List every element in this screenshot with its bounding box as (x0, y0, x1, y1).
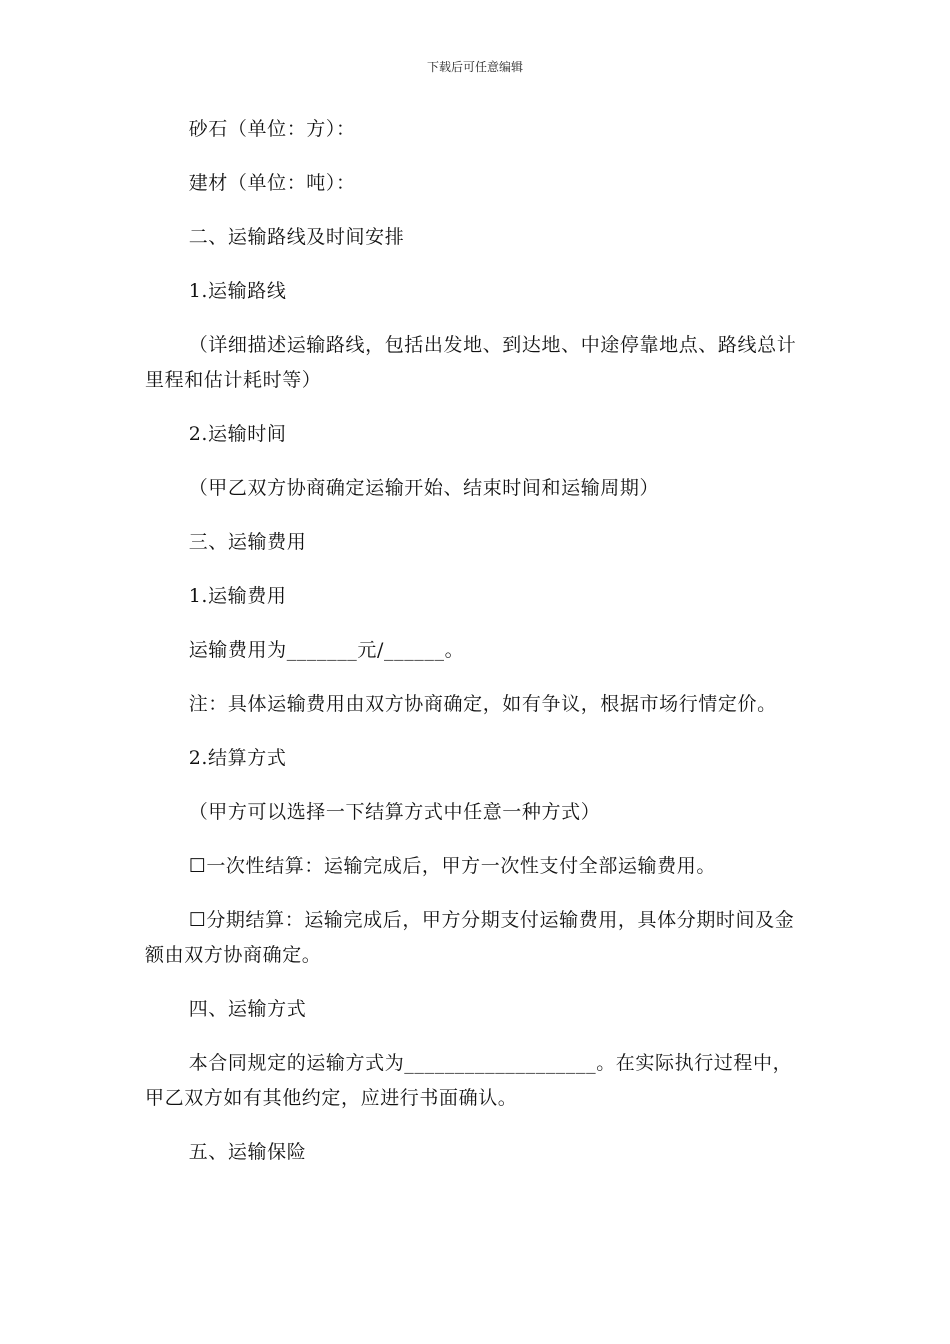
paragraph-time-description: （甲乙双方协商确定运输开始、结束时间和运输周期） (188, 477, 660, 499)
paragraph-fee-note: 注：具体运输费用由双方协商确定，如有争议，根据市场行情定价。 (188, 693, 777, 715)
paragraph-transport-mode: 本合同规定的运输方式为___________________。在实际执行过程中，甲乙双方如有其他约定，应进行书面确认。 (145, 1052, 793, 1109)
paragraph-sand-unit: 砂石（单位：方）： (188, 118, 356, 140)
section-heading-route-schedule: 二、运输路线及时间安排 (188, 226, 405, 248)
page-header: 下载后可任意编辑 (426, 60, 523, 74)
paragraph-settlement-choice: （甲方可以选择一下结算方式中任意一种方式） (188, 801, 601, 823)
section-heading-transport-mode: 四、运输方式 (188, 998, 307, 1020)
subheading-fee: 1.运输费用 (188, 585, 287, 607)
option-lump-sum-settlement: ☐一次性结算：运输完成后，甲方一次性支付全部运输费用。 (188, 855, 716, 877)
option-installment-settlement: ☐分期结算：运输完成后，甲方分期支付运输费用，具体分期时间及金额由双方协商确定。 (145, 909, 795, 966)
section-heading-transport-insurance: 五、运输保险 (188, 1141, 307, 1163)
subheading-transport-time: 2.运输时间 (188, 423, 287, 445)
paragraph-building-materials-unit: 建材（单位：吨）： (188, 172, 356, 194)
paragraph-fee-amount: 运输费用为_______元/______。 (188, 639, 465, 661)
document-body (145, 112, 807, 1189)
subheading-transport-route: 1.运输路线 (188, 280, 287, 302)
subheading-settlement-method: 2.结算方式 (188, 747, 287, 769)
paragraph-route-description: （详细描述运输路线，包括出发地、到达地、中途停靠地点、路线总计里程和估计耗时等） (145, 334, 797, 391)
section-heading-transport-fee: 三、运输费用 (188, 531, 307, 553)
